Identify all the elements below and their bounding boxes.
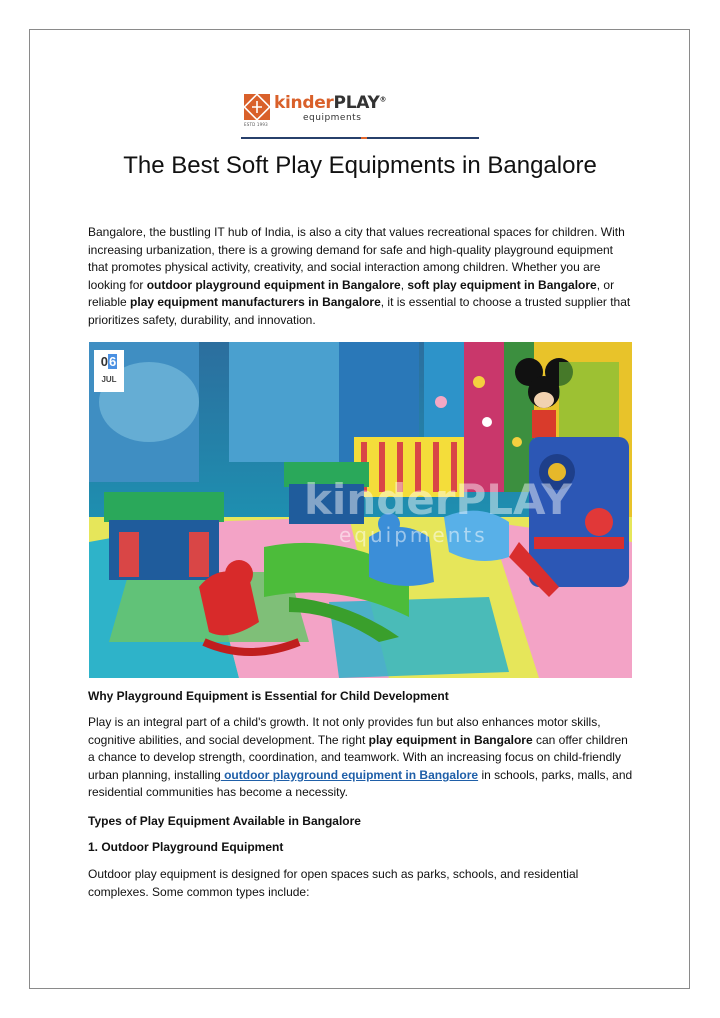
- section-paragraph-outdoor: Outdoor play equipment is designed for open spaces such as parks, schools, and residential complexes. Some common types include:: [88, 867, 579, 899]
- why-text-2: can offer children a chance to develop strength, coordination, and teamwork. With an increasing focus on child-friendly urban planning, installing: [88, 732, 628, 782]
- logo-registered-mark: ®: [379, 95, 387, 104]
- logo-brand-part2: PLAY: [333, 93, 380, 113]
- outdoor-playground-link[interactable]: outdoor playground equipment in Bangalore: [220, 767, 479, 782]
- intro-text-2: ,: [400, 277, 408, 292]
- why-text-1: Play is an integral part of a child's growth. It not only provides fun but also enhances motor skills, cognitive abilities, and social development. The right: [88, 715, 601, 747]
- section-heading-why-text: Why Playground Equipment is Essential for Child Development: [88, 689, 449, 703]
- section-heading-types: [88, 813, 636, 831]
- playground-illustration: [89, 342, 632, 678]
- date-badge: [94, 350, 124, 392]
- page-title: The Best Soft Play Equipments in Bangalore: [123, 152, 597, 179]
- logo-emblem: [244, 94, 270, 120]
- section-heading-why: [88, 688, 636, 706]
- date-day: [94, 354, 124, 369]
- header-divider: [241, 137, 479, 139]
- date-day-digit-1: 0: [100, 354, 108, 369]
- intro-paragraph: [88, 224, 636, 330]
- date-month: JUL: [101, 375, 117, 384]
- section-heading-types-text: Types of Play Equipment Available in Bangalore: [88, 814, 361, 828]
- watermark-subtitle: equipments: [339, 523, 488, 547]
- playground-photo: [89, 342, 632, 678]
- company-logo: [244, 93, 387, 130]
- intro-text-3: , or reliable: [88, 277, 615, 310]
- section-heading-outdoor-text: 1. Outdoor Playground Equipment: [88, 840, 284, 854]
- section-paragraph-why: [88, 714, 636, 802]
- watermark-brand: kinderPLAY: [304, 475, 572, 524]
- intro-bold-3: play equipment manufacturers in Bangalore: [130, 295, 381, 310]
- logo-subtitle: equipments: [303, 113, 362, 123]
- date-day-digit-2: 6: [109, 354, 117, 369]
- why-text-3: in schools, parks, malls, and residential communities has become a necessity.: [88, 767, 633, 800]
- logo-brand: [274, 93, 386, 113]
- intro-bold-1: outdoor playground equipment in Bangalore: [146, 277, 401, 292]
- section-heading-outdoor: [88, 839, 636, 857]
- why-bold-1: play equipment in Bangalore: [368, 732, 533, 747]
- intro-text-4: , it is essential to choose a trusted supplier that prioritizes safety, durability, and innovation.: [88, 295, 631, 327]
- logo-tagline: ESTD 1993: [244, 122, 268, 127]
- logo-brand-part1: kinder: [274, 93, 334, 113]
- intro-bold-2: soft play equipment in Bangalore: [407, 277, 597, 292]
- intro-text-1: Bangalore, the bustling IT hub of India, is also a city that values recreational spaces for children. With increasing urbanization, there is a growing demand for safe and high-quality playground equipment that promotes physical activity, creativity, and social interaction among children. Whether you are looking for: [88, 225, 625, 292]
